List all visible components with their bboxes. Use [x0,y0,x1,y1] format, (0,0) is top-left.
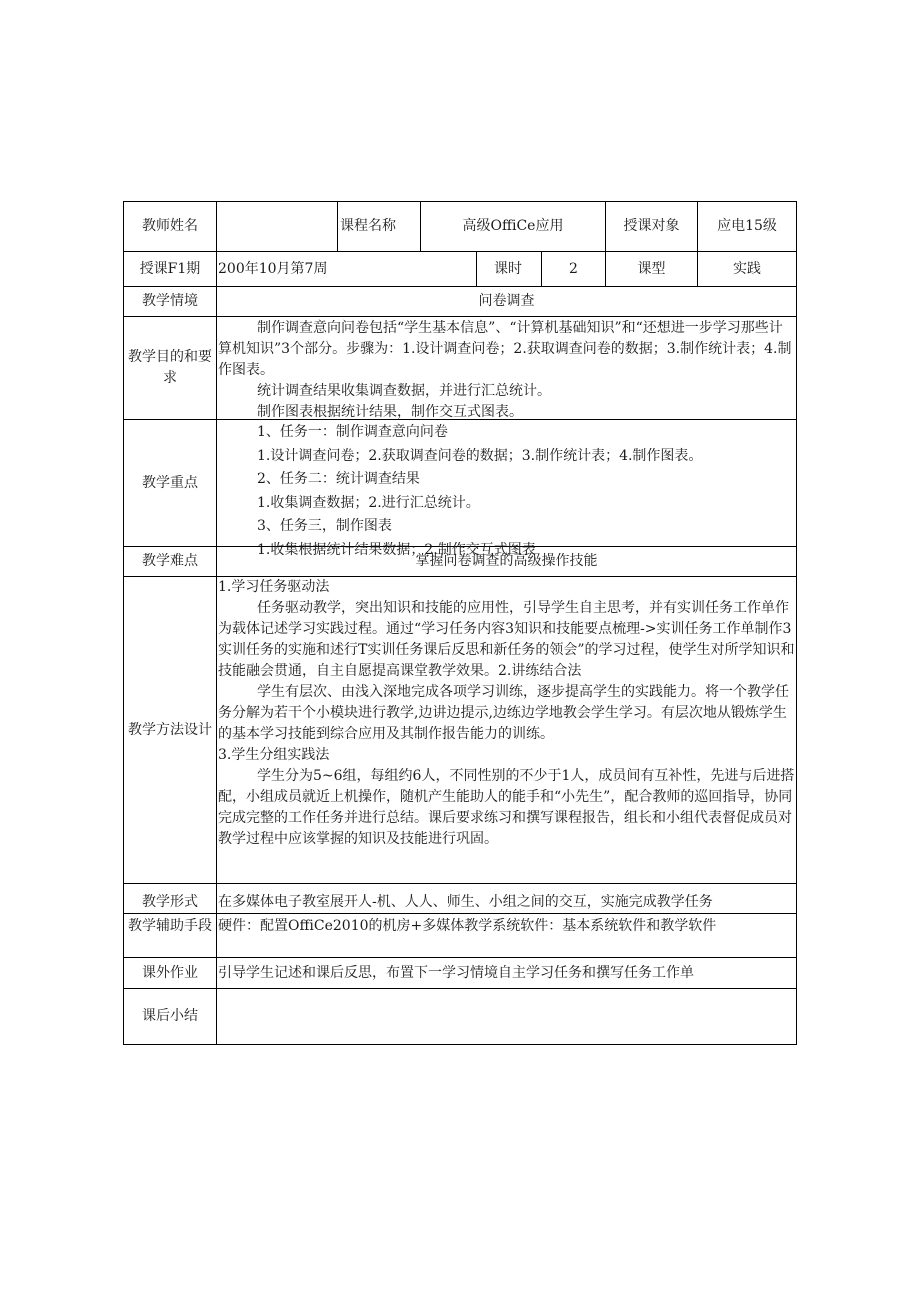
key-point-line: 1.收集根据统计结果数据；2.制作交互式图表 [257,541,536,558]
summary-label: 课后小结 [142,1008,198,1024]
key-point-line: 1.设计调查问卷；2.获取调查问卷的数据；3.制作统计表；4.制作图表。 [257,447,703,464]
aids-label: 教学辅助手段 [128,918,212,934]
target-label: 授课对象 [623,218,680,234]
key-points-label: 教学重点 [142,474,198,491]
type-value: 实践 [733,260,761,277]
homework-value: 引导学生记述和课后反思，布置下一学习情境自主学习任务和撰写任务工作单 [218,964,694,981]
key-point-line: 1、任务一：制作调查意向问卷 [257,424,448,440]
methods-heading: 1.学习任务驱动法 [218,579,330,595]
goals-paragraph: 统计调查结果收集调查数据，并进行汇总统计。 [257,383,551,399]
form-value: 在多媒体电子教室展开人-机、人人、师生、小组之间的交互，实施完成教学任务 [218,894,713,910]
summary-value [218,989,795,1044]
hours-value: 2 [569,260,578,277]
hours-label: 课时 [494,260,522,277]
difficulty-value: 掌握问卷调查的高级操作技能 [415,553,598,569]
goals-paragraph: 制作调查意向问卷包括“学生基本信息”、“计算机基础知识”和“还想进一步学习那些计算机知识”3个部分。步骤为：1.设计调查问卷；2.获取调查问卷的数据；3.制作统计表；4.制作图表。 [218,320,792,378]
methods-content [218,577,795,883]
form-label: 教学形式 [142,894,198,910]
difficulty-label: 教学难点 [142,553,198,569]
date-value: 200年10月第7周 [218,260,328,277]
key-points-content [218,421,794,558]
course-value: 高级OffiCe应用 [462,218,564,234]
goals-label: 教学目的和要求 [128,349,212,386]
situation-label: 教学情境 [142,293,198,309]
methods-label: 教学方法设计 [128,721,212,738]
goals-paragraph: 制作图表根据统计结果，制作交互式图表。 [257,404,523,420]
goals-content [218,318,794,418]
methods-paragraph: 学生有层次、由浅入深地完成各项学习训练，逐步提高学生的实践能力。将一个教学任务分解为若干个小模块进行教学,边讲边提示,边练边学地教会学生学习。有层次地从锻炼学生的基本学习技能到综合应用及其制作报告能力的训练。 [218,684,789,742]
course-label: 课程名称 [340,218,396,234]
date-label: 授课F1期 [139,260,201,277]
key-point-line: 1.收集调查数据；2.进行汇总统计。 [257,494,480,511]
teacher-label: 教师姓名 [142,218,198,234]
homework-label: 课外作业 [142,964,198,981]
key-point-line: 3、任务三，制作图表 [257,518,392,534]
methods-paragraph: 任务驱动教学，突出知识和技能的应用性，引导学生自主思考，并有实训任务工作单作为载体记述学习实践过程。通过“学习任务内容3知识和技能要点梳理->实训任务工作单制作3实训任务的实施和述行T实训任务课后反思和新任务的领会”的学习过程，使学生对所学知识和技能融会贯通，自主自愿提高课堂教学效果。2.讲练结合法 [218,600,795,679]
teacher-value [217,202,337,251]
aids-value: 硬件：配置OffiCe2010的机房+多媒体教学系统软件：基本系统软件和教学软件 [218,918,717,934]
methods-heading: 3.学生分组实践法 [218,747,330,763]
situation-value: 问卷调查 [478,293,535,309]
key-point-line: 2、任务二：统计调查结果 [257,471,420,487]
type-label: 课型 [637,260,666,277]
methods-paragraph: 学生分为5~6组，每组约6人，不同性别的不少于1人，成员间有互补性，先进与后进搭配，小组成员就近上机操作，随机产生能助人的能手和“小先生”，配合教师的巡回指导，协同完成完整的工作任务并进行总结。课后要求练习和撰写课程报告，组长和小组代表督促成员对教学过程中应该掌握的知识及技能进行巩固。 [218,768,795,847]
target-value: 应电15级 [717,218,777,234]
